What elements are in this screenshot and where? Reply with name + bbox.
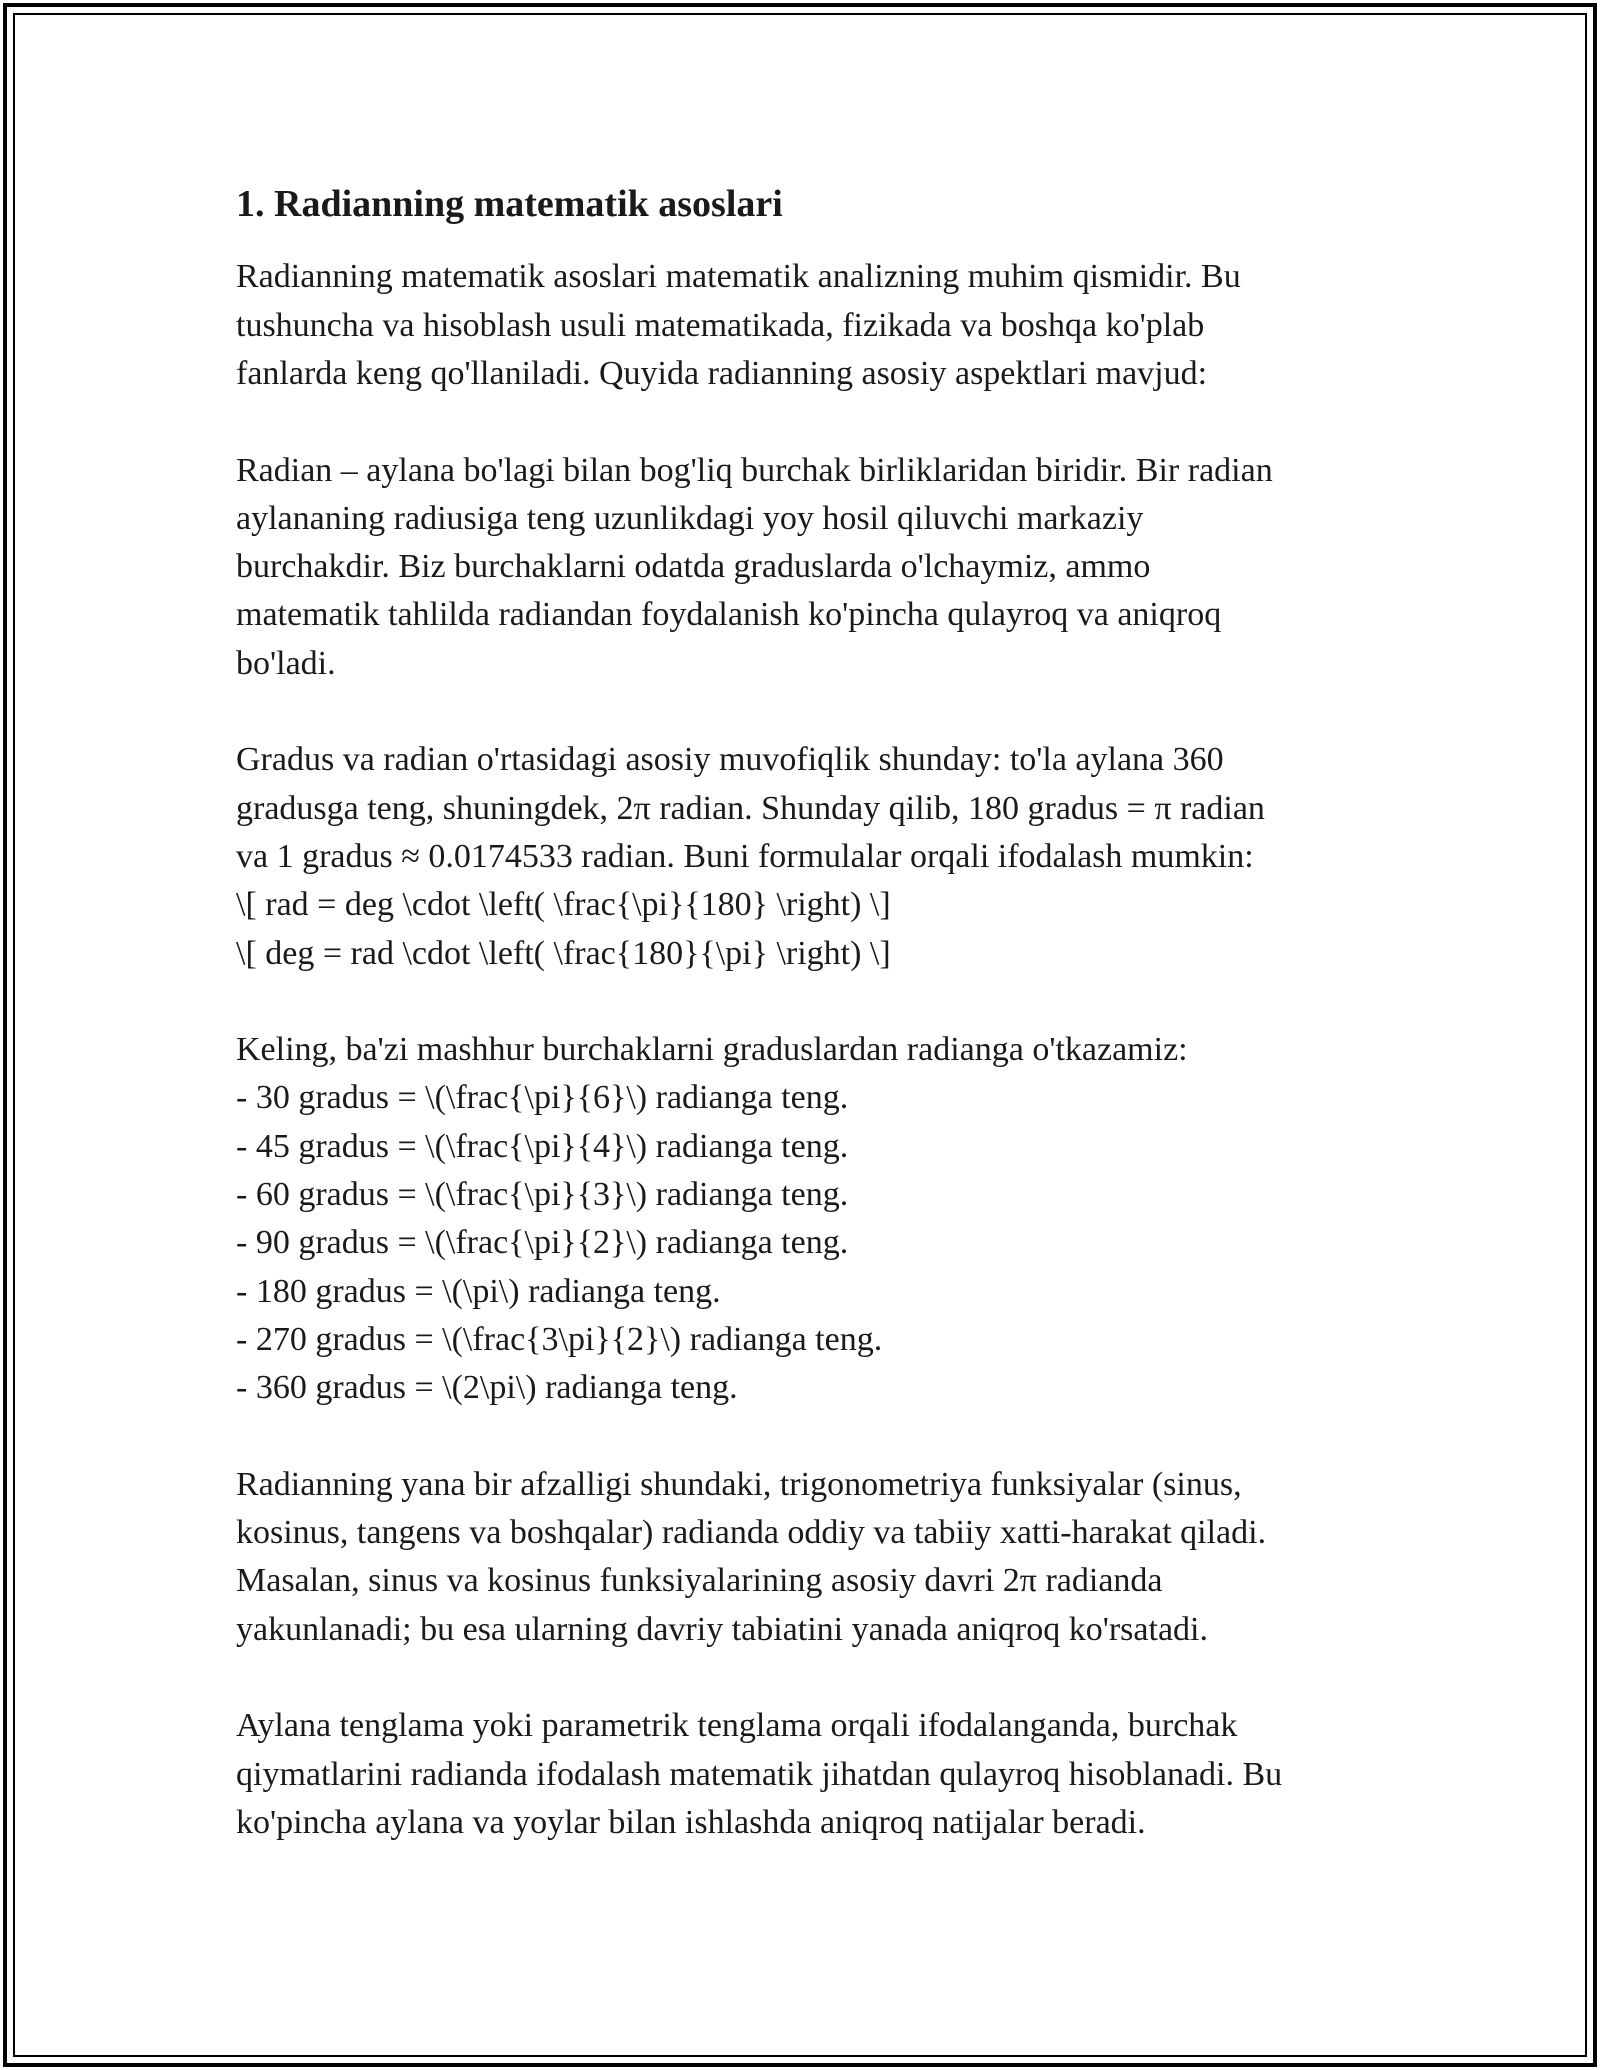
paragraph: [236, 1702, 1386, 1847]
paragraph: [236, 1461, 1386, 1654]
text-line: Keling, ba'zi mashhur burchaklarni graduslardan radianga o'tkazamiz:: [236, 1031, 1188, 1069]
paragraph: [236, 736, 1386, 977]
paragraph: [236, 1026, 1386, 1412]
text-line: - 180 gradus = \(\pi\) radianga teng.: [236, 1272, 721, 1310]
text-line: kosinus, tangens va boshqalar) radianda oddiy va tabiiy xatti-harakat qiladi.: [236, 1514, 1267, 1552]
text-line: ko'pincha aylana va yoylar bilan ishlashda aniqroq natijalar beradi.: [236, 1803, 1146, 1841]
text-line: Aylana tenglama yoki parametrik tenglama orqali ifodalanganda, burchak: [236, 1707, 1238, 1745]
text-line: fanlarda keng qo'llaniladi. Quyida radianning asosiy aspektlari mavjud:: [236, 354, 1208, 392]
section-heading: 1. Radianning matematik asoslari: [236, 183, 783, 225]
text-line: - 360 gradus = \(2\pi\) radianga teng.: [236, 1369, 738, 1407]
text-line: Masalan, sinus va kosinus funksiyalarining asosiy davri 2π radianda: [236, 1562, 1163, 1600]
text-line: tushuncha va hisoblash usuli matematikada, fizikada va boshqa ko'plab: [236, 306, 1205, 344]
paragraph: [236, 447, 1386, 688]
text-line: Radianning yana bir afzalligi shundaki, trigonometriya funksiyalar (sinus,: [236, 1465, 1242, 1503]
text-line: yakunlanadi; bu esa ularning davriy tabiatini yanada aniqroq ko'rsatadi.: [236, 1610, 1208, 1648]
text-line: Radian – aylana bo'lagi bilan bog'liq burchak birliklaridan biridir. Bir radian: [236, 451, 1273, 489]
text-line: - 270 gradus = \(\frac{3\pi}{2}\) radianga teng.: [236, 1320, 883, 1358]
text-line: aylananing radiusiga teng uzunlikdagi yoy hosil qiluvchi markaziy: [236, 499, 1144, 537]
paragraph: [236, 253, 1386, 398]
text-line: burchakdir. Biz burchaklarni odatda graduslarda o'lchaymiz, ammo: [236, 548, 1151, 586]
text-line: \[ deg = rad \cdot \left( \frac{180}{\pi} \right) \]: [236, 934, 891, 972]
text-line: \[ rad = deg \cdot \left( \frac{\pi}{180} \right) \]: [236, 886, 891, 924]
text-line: Gradus va radian o'rtasidagi asosiy muvofiqlik shunday: to'la aylana 360: [236, 741, 1224, 779]
paragraph-list: [236, 253, 1386, 1847]
text-line: matematik tahlilda radiandan foydalanish ko'pincha qulayroq va aniqroq: [236, 596, 1222, 634]
text-line: Radianning matematik asoslari matematik analizning muhim qismidir. Bu: [236, 258, 1241, 296]
text-line: qiymatlarini radianda ifodalash matematik jihatdan qulayroq hisoblanadi. Bu: [236, 1755, 1283, 1793]
text-line: va 1 gradus ≈ 0.0174533 radian. Buni formulalar orqali ifodalash mumkin:: [236, 837, 1254, 875]
text-line: - 30 gradus = \(\frac{\pi}{6}\) radianga teng.: [236, 1079, 849, 1117]
text-line: - 90 gradus = \(\frac{\pi}{2}\) radianga teng.: [236, 1224, 849, 1262]
text-line: gradusga teng, shuningdek, 2π radian. Shunday qilib, 180 gradus = π radian: [236, 789, 1265, 827]
text-line: - 60 gradus = \(\frac{\pi}{3}\) radianga teng.: [236, 1176, 849, 1214]
text-line: - 45 gradus = \(\frac{\pi}{4}\) radianga teng.: [236, 1127, 849, 1165]
text-line: bo'ladi.: [236, 644, 336, 682]
document-body: [236, 180, 1386, 1895]
